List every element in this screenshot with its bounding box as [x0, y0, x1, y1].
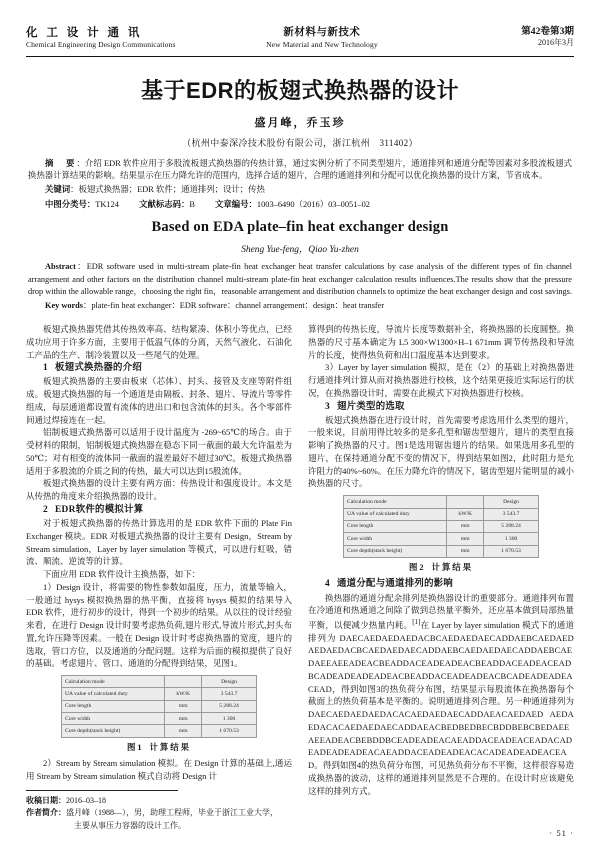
body-columns — [26, 323, 574, 832]
authors-en: Sheng Yue-feng，Qiao Yu-zhen — [241, 245, 359, 256]
table-row — [62, 725, 257, 737]
section-2-paragraph-1: 对于板翅式换热器的传热计算选用的是 EDR 软件下面的 Plate Fin Exchanger 模块。EDR 对板翅式换热器的设计主要有 Design，Stream by Stream simulation，Layer by layer simulation 等模式，可以进行虹吸，错流、顺流、逆流等的计算。 — [26, 518, 292, 567]
table-cell-unit: mm — [447, 545, 484, 557]
table-cell-value: 1 300 — [202, 713, 257, 725]
table-cell-unit — [447, 496, 484, 508]
clc-label: 中图分类号： — [45, 199, 96, 209]
section-heading-4 — [308, 577, 574, 591]
table-1-body — [62, 676, 257, 738]
table-cell-unit: mm — [447, 520, 484, 532]
section-2-paragraph-4: 2）Stream by Stream simulation 模拟。在 Design 计算的基础上,通运用 Stream by Stream simulation 模式自动将 Design 计 — [26, 758, 292, 782]
figure-2-caption-text: 计算结果 — [431, 562, 474, 572]
running-head-right — [432, 26, 574, 49]
table-row — [344, 520, 539, 532]
abstract-cn — [28, 158, 572, 184]
table-cell-unit: kW/K — [165, 688, 202, 700]
received-date-value: 2016–03–18 — [66, 795, 106, 805]
doc-code-segment — [139, 200, 195, 209]
figure-2-caption — [409, 562, 473, 575]
abstract-cn-text: ：介绍 EDR 软件应用于多股流板翅式换热器的传热计算，通过实例分析了不同类型翅片，通道排列和通道分配等因素对多股流板翅式换热器计算结果的影响。结果显示在压力降允许的范围内，选择合适的翅片，合理的通道排列和分配可以优化换热器的设计方案，节省成本。 — [28, 158, 572, 181]
table-row — [344, 508, 539, 520]
running-head — [26, 26, 574, 54]
section-heading-1 — [26, 361, 292, 375]
figure-2 — [308, 495, 574, 574]
table-row — [62, 713, 257, 725]
table-cell-unit: mm — [165, 713, 202, 725]
section-4-text-post: ，得到如图3的热负荷分布图，结果显示每股流体在换热器每个截面上的热负荷基本是平衡的。说明通道排列合理。另一种通道排列为 — [308, 683, 574, 707]
article-id-value: 1003–6490（2016）03–0051–02 — [256, 199, 370, 209]
section-4-number: 4 — [325, 579, 330, 590]
author-bio-label: 作者简介： — [26, 808, 66, 818]
section-2-paragraph-2: 下面应用 EDR 软件设计主换热器，如下： — [43, 569, 201, 580]
header-divider — [26, 56, 574, 57]
section-3-number: 3 — [325, 401, 330, 412]
table-cell-unit: kW/K — [447, 508, 484, 520]
author-bio-value: 盛月峰（1988—），男，助理工程师，毕业于浙江工业大学， — [66, 808, 278, 818]
keywords-cn-text: ：板翅式换热器；EDR 软件；通道排列；设计；传热 — [70, 185, 265, 195]
table-cell-value: 3 543.7 — [484, 508, 539, 520]
section-4-paragraph-1 — [308, 592, 574, 798]
clc-segment — [45, 200, 119, 209]
keywords-en — [28, 300, 572, 312]
section-3-title: 翅片类型的选取 — [337, 401, 405, 412]
section-4-text-pre: 换热器的通道分配余排列是换热器设计的重要部分。通道排列布置在冷通道和热通道之间除了做到总热量平衡外，还应基本做到局部热量平衡，以便减少热量内耗。 — [308, 592, 574, 630]
table-cell-name: Core depth(stack height) — [344, 545, 447, 557]
author-bio-row-2: 主要从事压力容器的设计工作。 — [74, 820, 186, 830]
doc-code-label: 文献标志码： — [139, 199, 190, 209]
table-cell-value: 1 670.53 — [202, 725, 257, 737]
running-head-left — [26, 26, 212, 51]
figure-1-caption — [127, 742, 191, 755]
abstract-en-text: ：EDR software used in multi-stream plate-fin heat exchanger heat transfer calculations by case analysis of the different types of fin channel arrangement and other factors on the distribution channel multi-stream plate-fin heat exchanger calculation results influences.The results show that the pressure drop within the allowable range，choosing the right fin，reasonable arrangement and distribution channels to optimize the heat exchanger design and cost savings. — [28, 262, 572, 297]
table-cell-value: 5 288.24 — [202, 700, 257, 712]
author-bio-row — [26, 807, 292, 819]
table-cell-name: Core width — [344, 533, 447, 545]
figure-1-number: 图1 — [126, 742, 144, 752]
keywords-cn — [28, 184, 572, 197]
page-number: · 51 · — [549, 828, 574, 838]
article-id-label: 文章编号： — [215, 199, 257, 209]
page-title-en: Based on EDA plate–fin heat exchanger design — [151, 219, 449, 236]
table-cell-name: Core depth(stack height) — [62, 725, 165, 737]
table-cell-name: UA value of calculated duty — [344, 508, 447, 520]
section-4-title: 通道分配与通道排列的影响 — [337, 579, 454, 590]
table-cell-name: Core length — [344, 520, 447, 532]
doc-code-value: B — [189, 199, 195, 209]
table-row — [62, 688, 257, 700]
table-row — [62, 676, 257, 688]
channel-sequence-2: DAECAEDAEDAEDACACAEDAEDAECADDAEACAEDAED AEDAEDACACAEDAEDAECADDAEACBEDBEDBECBDDBEBCBEDAEEAEEADEACBEBDDBCEADEADEACAEADDACEADEACEADACADEADEADEADEACAEADDACEADEADEACACADEADEADEACEAD — [308, 709, 574, 771]
section-heading-2 — [26, 503, 292, 517]
journal-name-en: Chemical Engineering Design Communications — [26, 40, 176, 50]
abstract-cn-block — [26, 158, 574, 212]
table-cell-unit: mm — [165, 700, 202, 712]
section-4-text-mid: 在 Layer by layer simulation 模式下的通道排列为 — [308, 619, 574, 643]
table-cell-name: UA value of calculated duty — [62, 688, 165, 700]
abstract-en — [28, 261, 572, 298]
section-3-paragraph-1: 板翅式换热器在进行设计时，首先需要考虑选用什么类型的翅片，一般来说，目前用得比较多的是多孔型和锯齿型翅片，翅片的类型直接影响了换热器的尺寸。图1是选用锯齿翅片的结果。如果选用多孔型的翅片，在保持通道分配不变的情况下，得到结果如图2，此时阻力是允许阻力的40%~60%。在压力降允许的情况下，锯齿型翅片能明显的减小换热器的尺寸。 — [308, 414, 574, 489]
section-4-text-end: 。得到如图4的热负荷分布图，可见热负荷分布不平衡，这样很容易造成换热器的波动，这样的通道排列显然是不合理的。在设计时应该避免这样的排列方式。 — [308, 760, 574, 796]
section-1-paragraph-1: 板翅式换热器的主要由板束（芯体）、封头、接管及支座等附件组成。板翅式换热器的每一个通道是由隔板、封条、翅片、导流片等零件组成，每层通道都设置有流体的进出口和包含流体的封头。各个零部件间通过焊接连在一起。 — [26, 376, 292, 425]
table-cell-unit: mm — [447, 533, 484, 545]
section-2-paragraph-4-continued: 算得到的传热长度，导流片长度等数据补全，将换热器的长度圆整。换热器的尺寸基本确定为 L5 300×W1300×H–1 671mm 调节传热段和导流片的长度，使得热负荷和出口温度基本达到要求。 — [308, 324, 574, 360]
authors-cn: 盛月峰，乔玉珍 — [254, 116, 346, 129]
channel-sequence-1: DAECAEDAEDAEDACBCAEDAEDAECADDAEBCAEDAEDAEDAEDACBCAEDAEDAECADDAEBCAEDAEDAECADDAEBCAEDAEEAEEADEACBEADDACEADEADEACBEADDACEADEACEADBCADEADEADEADEACBEADDACEADEADEACBCADEADEADEACEAD — [308, 632, 574, 694]
section-1-paragraph-2: 铝制板翅式换热器可以适用于设计温度为 -269~65℃的场合。由于受材料的限制，铝制板翅式换热器在稳态下同一截面的最大允许温差为50℃；对有相变的流体同一截面的温差最好不超过30℃。板翅式换热器适用于多股流的介质之间的传热，最大可以达到15股流体。 — [26, 427, 292, 476]
section-1-paragraph-3: 板翅式换热器的设计主要有两方面：传热设计和强度设计。本文是从传热的角度来介绍换热器的设计。 — [26, 478, 292, 502]
section-2-paragraph-5: 3）Layer by layer simulation 模拟，是在（2）的基础上对换热器进行通道排列计算从而对换热器进行校核，这个结果更接近实际运行的状况，在换热器设计时，需要在此模式下对换热器进行校核。 — [308, 362, 574, 398]
running-head-center — [234, 26, 409, 50]
affiliation-cn: （杭州中泰深冷技术股份有限公司，浙江杭州 311402） — [182, 137, 418, 148]
table-row — [62, 700, 257, 712]
keywords-en-label: Key words — [45, 300, 84, 310]
table-cell-value: 1 300 — [484, 533, 539, 545]
section-2-paragraph-3: 1）Design 设计，将需要的物性参数如温度，压力，流量等输入，一般通过 hysys 模拟换热器的热平衡，直接将 hysys 模拟的结果导入 EDR 软件，进行初步的设计，得到一个初步的结果。从以往的设计经验来看，在进行 Design 设计时要考虑热负荷,翅片形式,导流片形式,封头布置,允许压降等因素。一般在 Design 设计时考虑换热器的宽度，翅片的选取，管口方位，以及通道的分配问题。这样为后面的模拟提供了良好的基础。考虑翅片、管口、通道的分配得到结果，见图1。 — [26, 581, 292, 669]
section-1-title: 板翅式换热器的介绍 — [55, 363, 143, 374]
table-cell-name: Core width — [62, 713, 165, 725]
abstract-cn-label: 摘 要 — [45, 158, 77, 168]
table-cell-value: Design — [484, 496, 539, 508]
calculation-results-table-1 — [61, 675, 257, 738]
citation-ref-1: [1] — [412, 618, 421, 627]
classification-line — [28, 198, 572, 211]
column-name-en: New Material and New Technology — [266, 39, 378, 49]
footnote-block — [26, 790, 292, 832]
journal-name-cn: 化 工 设 计 通 讯 — [26, 27, 143, 39]
keywords-cn-label: 关键词 — [45, 185, 71, 195]
table-cell-name: Calculation mode — [62, 676, 165, 688]
figure-1-caption-text: 计算结果 — [149, 742, 192, 752]
column-name-cn: 新材料与新技术 — [283, 27, 361, 38]
right-column — [308, 323, 574, 832]
abstract-en-label: Abstract — [45, 262, 76, 272]
received-date-row — [26, 795, 292, 807]
figure-1 — [26, 675, 292, 754]
table-cell-value: 3 543.7 — [202, 688, 257, 700]
volume-issue: 第42卷第3期 — [521, 26, 574, 37]
table-cell-unit — [165, 676, 202, 688]
received-date-label: 收稿日期： — [26, 795, 66, 805]
section-2-number: 2 — [43, 504, 48, 515]
table-row — [344, 533, 539, 545]
table-cell-value: Design — [202, 676, 257, 688]
intro-paragraph: 板翅式换热器凭借其传热效率高、结构紧凑、体积小等优点，已经成功应用于许多方面，主要用于低温气体的分离，天然气液化、石油化工产品的生产、制冷装置以及一些尾气的处理。 — [26, 324, 292, 360]
article-id-segment — [215, 200, 370, 209]
table-cell-value: 1 670.53 — [484, 545, 539, 557]
section-1-number: 1 — [43, 363, 48, 374]
table-cell-name: Calculation mode — [344, 496, 447, 508]
keywords-en-text: ：plate-fin heat exchanger：EDR software：channel arrangement：design：heat transfer — [83, 300, 385, 310]
table-row — [344, 545, 539, 557]
section-heading-3 — [308, 400, 574, 414]
left-column — [26, 323, 292, 832]
issue-date: 2016年3月 — [537, 38, 574, 48]
table-row — [344, 496, 539, 508]
clc-value: TK124 — [95, 199, 119, 209]
section-2-title: EDR软件的模拟计算 — [55, 504, 144, 515]
table-2-body — [344, 496, 539, 558]
table-cell-unit: mm — [165, 725, 202, 737]
calculation-results-table-2 — [343, 495, 539, 558]
table-cell-value: 5 288.24 — [484, 520, 539, 532]
figure-2-number: 图2 — [408, 562, 426, 572]
table-cell-name: Core length — [62, 700, 165, 712]
page-title: 基于EDR的板翅式换热器的设计 — [141, 77, 459, 103]
abstract-en-block — [26, 261, 574, 312]
